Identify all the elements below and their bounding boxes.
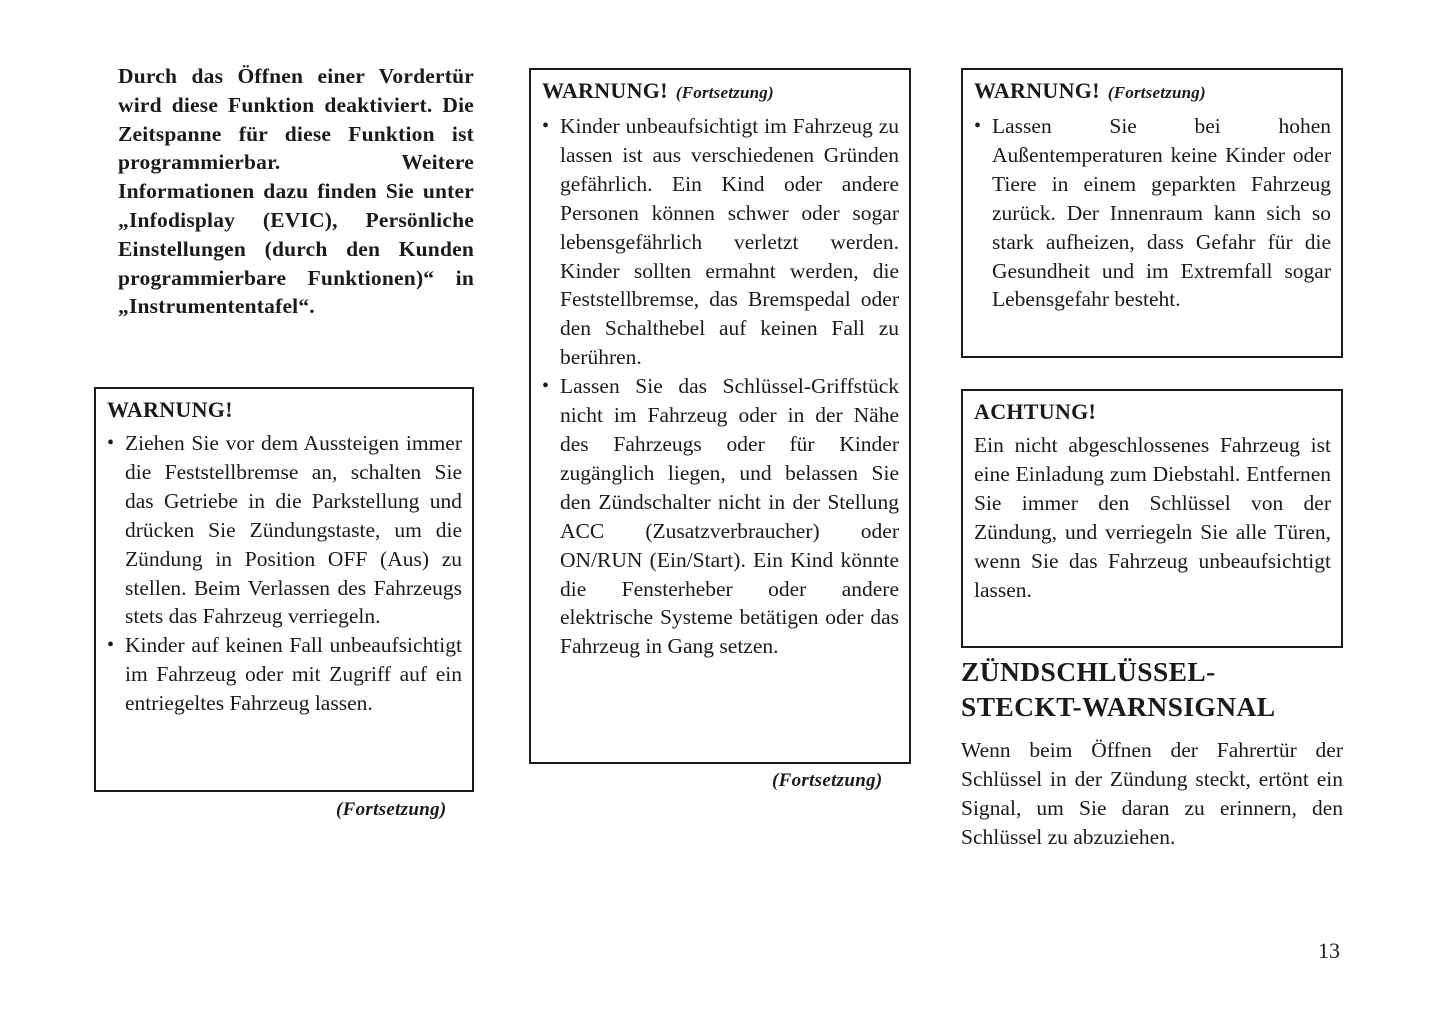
warning-box-left xyxy=(94,387,474,792)
warning-title-continued: (Fortsetzung) xyxy=(675,83,774,102)
caution-box xyxy=(961,389,1343,648)
caution-text: Ein nicht abgeschlossenes Fahrzeug ist eine Einladung zum Diebstahl. Entfernen Sie immer den Schlüssel von der Zündung, und verriegeln Sie alle Türen, wenn Sie das Fahrzeug unbeaufsichtigt lassen. xyxy=(974,433,1331,602)
continued-label: (Fortsetzung) xyxy=(772,770,883,791)
warning-title xyxy=(974,76,1331,108)
warning-title xyxy=(542,76,899,108)
page-number: 13 xyxy=(1318,938,1340,963)
warning-title-text: WARNUNG! xyxy=(974,78,1100,103)
warning-list xyxy=(107,429,462,718)
continued-label: (Fortsetzung) xyxy=(336,799,447,820)
warning-list xyxy=(542,112,899,661)
section-heading xyxy=(961,654,1343,724)
warning-title-continued: (Fortsetzung) xyxy=(1107,83,1206,102)
warning-title: WARNUNG! xyxy=(107,397,233,422)
intro-paragraph: Durch das Öffnen einer Vordertür wird diese Funktion deaktiviert. Die Zeitspanne für diese Funktion ist programmierbar. Weitere Informationen dazu finden Sie unter „Infodisplay (EVIC), Persönliche Einstellungen (durch den Kunden programmierbare Funktionen)“ in „Instrumententafel“. xyxy=(118,64,474,319)
warning-item: • Kinder auf keinen Fall unbeaufsichtigt im Fahrzeug oder mit Zugriff auf ein entriegeltes Fahrzeug lassen. xyxy=(107,631,462,718)
section-heading-line2: STECKT-WARNSIGNAL xyxy=(961,691,1276,722)
warning-item: • Lassen Sie das Schlüssel-Griffstück nicht im Fahrzeug oder in der Nähe des Fahrzeugs oder für Kinder zugänglich liegen, und belassen Sie den Zündschalter nicht in der Stellung ACC (Zusatzverbraucher) oder ON/RUN (Ein/Start). Ein Kind könnte die Fensterheber oder andere elektrische Systeme betätigen oder das Fahrzeug in Gang setzen. xyxy=(542,372,899,661)
warning-box-middle xyxy=(529,68,911,764)
warning-list xyxy=(974,112,1331,314)
warning-item: • Lassen Sie bei hohen Außentemperaturen keine Kinder oder Tiere in einem geparkten Fahrzeug zurück. Der Innenraum kann sich so stark aufheizen, dass Gefahr für die Gesundheit und im Extremfall sogar Lebensgefahr besteht. xyxy=(974,112,1331,314)
warning-item: • Ziehen Sie vor dem Aussteigen immer die Feststellbremse an, schalten Sie das Getriebe in die Parkstellung und drücken Sie Zündungstaste, um die Zündung in Position OFF (Aus) zu stellen. Beim Verlassen des Fahrzeugs stets das Fahrzeug verriegeln. xyxy=(107,429,462,631)
warning-item: • Kinder unbeaufsichtigt im Fahrzeug zu lassen ist aus verschiedenen Gründen gefährlich. Ein Kind oder andere Personen können schwer oder sogar lebensgefährlich verletzt werden. Kinder sollten ermahnt werden, die Feststellbremse, das Bremspedal oder den Schalthebel auf keinen Fall zu berühren. xyxy=(542,112,899,372)
warning-title-text: WARNUNG! xyxy=(542,78,668,103)
section-text: Wenn beim Öffnen der Fahrertür der Schlüssel in der Zündung steckt, ertönt ein Signal, um Sie daran zu erinnern, den Schlüssel zu abzuziehen. xyxy=(961,738,1343,849)
section-heading-line1: ZÜNDSCHLÜSSEL- xyxy=(961,656,1216,687)
warning-box-right xyxy=(961,68,1343,358)
caution-title: ACHTUNG! xyxy=(974,399,1097,424)
